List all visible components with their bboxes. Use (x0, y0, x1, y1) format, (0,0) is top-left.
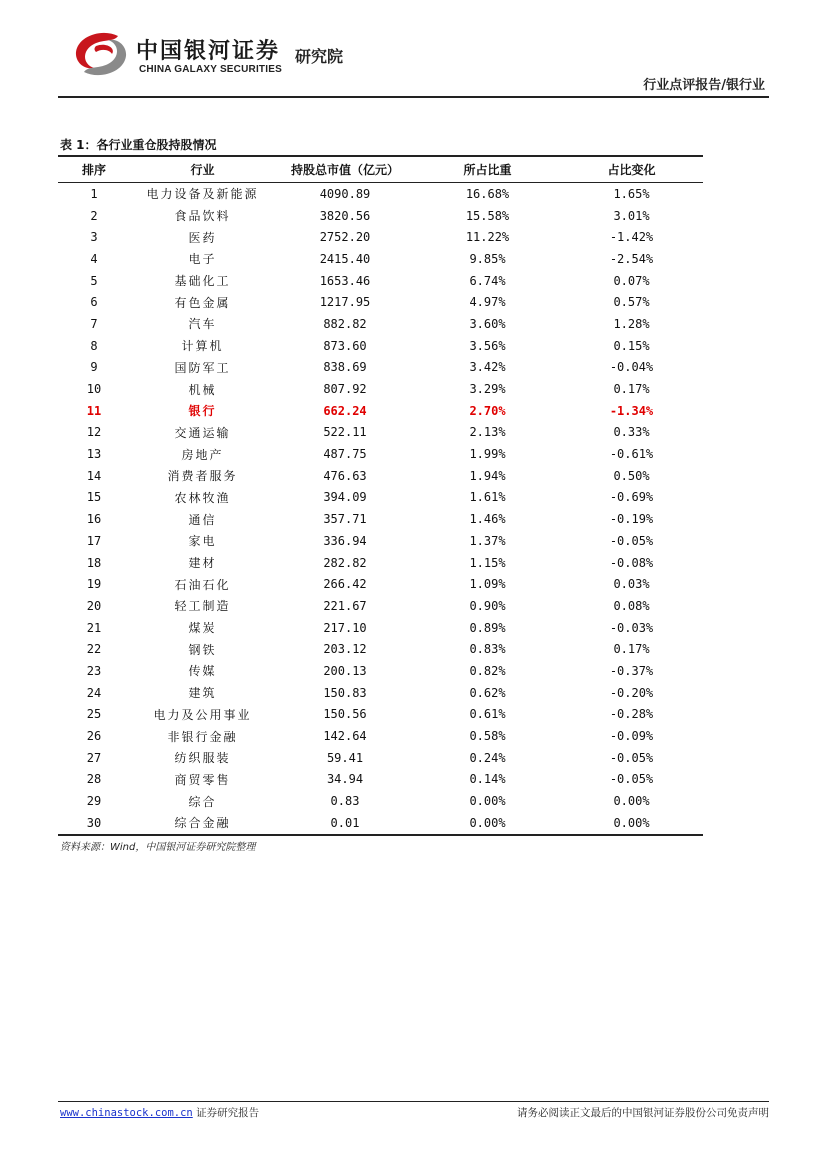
cell-share: 16.68% (465, 186, 510, 201)
footer-divider (58, 1101, 769, 1102)
cell-change: 3.01% (613, 208, 650, 223)
cell-industry: 计算机 (181, 339, 224, 354)
cell-rank: 16 (86, 512, 102, 527)
table-row (58, 487, 703, 509)
col-header-industry: 行业 (190, 163, 215, 177)
cell-share: 0.58% (469, 729, 506, 744)
table-row (58, 400, 703, 422)
cell-value: 282.82 (323, 555, 367, 570)
header-divider (58, 96, 769, 98)
cell-change: 0.07% (613, 273, 650, 288)
table-row (58, 660, 703, 682)
cell-value: 203.12 (323, 642, 367, 657)
table-body (58, 183, 703, 835)
cell-value: 522.11 (323, 425, 367, 440)
cell-value: 150.56 (323, 707, 367, 722)
cell-share: 6.74% (469, 273, 506, 288)
table-row (58, 530, 703, 552)
cell-share: 1.94% (469, 468, 506, 483)
cell-industry: 电力及公用事业 (153, 707, 252, 722)
cell-industry: 机械 (188, 382, 217, 397)
cell-value: 394.09 (323, 490, 367, 505)
cell-share: 4.97% (469, 295, 506, 310)
cell-share: 9.85% (469, 251, 506, 266)
cell-value: 873.60 (323, 338, 367, 353)
cell-rank: 7 (90, 316, 98, 331)
cell-rank: 23 (86, 663, 102, 678)
col-header-rank: 排序 (81, 163, 106, 177)
cell-industry: 建筑 (188, 686, 217, 701)
cell-value: 217.10 (323, 620, 367, 635)
cell-share: 3.29% (469, 382, 506, 397)
cell-value: 3820.56 (319, 208, 371, 223)
cell-value: 336.94 (323, 533, 367, 548)
cell-share: 0.00% (469, 815, 506, 830)
cell-change: -0.37% (609, 663, 654, 678)
table-row (58, 617, 703, 639)
cell-share: 0.61% (469, 707, 506, 722)
cell-share: 1.37% (469, 533, 506, 548)
cell-rank: 29 (86, 794, 102, 809)
cell-industry: 建材 (188, 556, 217, 571)
table-row (58, 270, 703, 292)
cell-change: -0.28% (609, 707, 654, 722)
cell-share: 3.60% (469, 316, 506, 331)
cell-industry: 家电 (188, 534, 217, 549)
cell-share: 3.56% (469, 338, 506, 353)
cell-change: -0.05% (609, 772, 654, 787)
cell-value: 2415.40 (319, 251, 371, 266)
cell-share: 1.15% (469, 555, 506, 570)
report-type: 行业点评报告/银行业 (643, 78, 765, 93)
table-row (58, 205, 703, 227)
table-row (58, 725, 703, 747)
col-header-change: 占比变化 (607, 163, 656, 177)
footer-left (60, 1105, 259, 1120)
cell-rank: 4 (90, 251, 98, 266)
cell-share: 1.46% (469, 512, 506, 527)
cell-value: 1217.95 (319, 295, 371, 310)
cell-change: -0.08% (609, 555, 654, 570)
cell-value: 357.71 (323, 512, 367, 527)
cell-value: 200.13 (323, 663, 367, 678)
table-title: 表 1：各行业重仓股持股情况 (60, 138, 217, 152)
table-row (58, 573, 703, 595)
cell-industry: 银行 (188, 404, 217, 419)
cell-industry: 电力设备及新能源 (146, 187, 259, 202)
institute-label: 研究院 (295, 47, 344, 66)
cell-change: 0.00% (613, 815, 650, 830)
cell-industry: 钢铁 (188, 642, 217, 657)
cell-value: 266.42 (323, 577, 367, 592)
cell-change: 0.03% (613, 577, 650, 592)
table-row (58, 183, 703, 205)
table-header-row (58, 156, 703, 183)
cell-change: 1.28% (613, 316, 650, 331)
cell-rank: 30 (86, 815, 102, 830)
cell-industry: 商贸零售 (174, 772, 231, 787)
cell-rank: 17 (86, 533, 102, 548)
table-row (58, 226, 703, 248)
cell-change: 0.08% (613, 598, 650, 613)
cell-industry: 食品饮料 (174, 209, 231, 224)
table-row (58, 595, 703, 617)
cell-industry: 轻工制造 (174, 599, 231, 614)
cell-rank: 1 (90, 186, 98, 201)
cell-change: 1.65% (613, 186, 650, 201)
cell-share: 0.89% (469, 620, 506, 635)
table-row (58, 335, 703, 357)
cell-rank: 15 (86, 490, 102, 505)
cell-change: 0.00% (613, 794, 650, 809)
cell-rank: 27 (86, 750, 102, 765)
cell-change: 0.17% (613, 642, 650, 657)
cell-change: -0.20% (609, 685, 654, 700)
cell-industry: 消费者服务 (167, 469, 238, 484)
table-row (58, 313, 703, 335)
cell-industry: 交通运输 (174, 425, 231, 440)
table-row (58, 638, 703, 660)
cell-share: 0.14% (469, 772, 506, 787)
cell-share: 0.82% (469, 663, 506, 678)
cell-industry: 农林牧渔 (174, 490, 231, 505)
cell-change: 0.15% (613, 338, 650, 353)
cell-rank: 26 (86, 729, 102, 744)
cell-change: -1.34% (609, 403, 654, 418)
table-row (58, 508, 703, 530)
cell-change: 0.57% (613, 295, 650, 310)
cell-change: -0.05% (609, 533, 654, 548)
cell-industry: 综合金融 (174, 816, 231, 831)
cell-rank: 22 (86, 642, 102, 657)
cell-share: 11.22% (465, 230, 510, 245)
cell-rank: 19 (86, 577, 102, 592)
cell-change: -0.19% (609, 512, 654, 527)
cell-rank: 10 (86, 382, 102, 397)
brand-name-en: CHINA GALAXY SECURITIES (139, 64, 282, 75)
cell-rank: 9 (90, 360, 98, 375)
cell-industry: 基础化工 (174, 274, 231, 289)
cell-rank: 24 (86, 685, 102, 700)
cell-rank: 20 (86, 598, 102, 613)
cell-share: 0.00% (469, 794, 506, 809)
table-row (58, 769, 703, 791)
cell-change: -0.04% (609, 360, 654, 375)
cell-share: 0.24% (469, 750, 506, 765)
cell-value: 0.83 (330, 794, 360, 809)
cell-value: 882.82 (323, 316, 367, 331)
cell-value: 838.69 (323, 360, 367, 375)
cell-value: 221.67 (323, 598, 367, 613)
cell-change: -1.42% (609, 230, 654, 245)
cell-industry: 石油石化 (174, 577, 231, 592)
cell-share: 2.70% (469, 403, 506, 418)
cell-rank: 13 (86, 447, 102, 462)
cell-value: 807.92 (323, 382, 367, 397)
cell-rank: 21 (86, 620, 102, 635)
cell-share: 1.99% (469, 447, 506, 462)
cell-share: 15.58% (465, 208, 510, 223)
table-row (58, 465, 703, 487)
cell-share: 0.90% (469, 598, 506, 613)
col-header-share: 所占比重 (463, 163, 512, 177)
brand-name-cn: 中国银河证券 (136, 39, 281, 64)
table-row (58, 812, 703, 835)
cell-share: 3.42% (469, 360, 506, 375)
source-note: 资料来源：Wind，中国银河证券研究院整理 (60, 842, 256, 853)
cell-rank: 2 (90, 208, 98, 223)
cell-rank: 5 (90, 273, 98, 288)
disclaimer-note: 请务必阅读正文最后的中国银河证券股份公司免责声明 (517, 1107, 769, 1119)
cell-industry: 通信 (188, 512, 217, 527)
cell-change: -0.61% (609, 447, 654, 462)
table-row (58, 552, 703, 574)
table-row (58, 422, 703, 444)
table-row (58, 682, 703, 704)
cell-rank: 25 (86, 707, 102, 722)
table-row (58, 248, 703, 270)
footer-report-label: 证券研究报告 (192, 1107, 260, 1119)
cell-value: 1653.46 (319, 273, 371, 288)
cell-change: -0.05% (609, 750, 654, 765)
cell-industry: 纺织服装 (174, 751, 231, 766)
cell-value: 4090.89 (319, 186, 371, 201)
table-row (58, 378, 703, 400)
cell-value: 0.01 (330, 815, 360, 830)
website-link[interactable]: www.chinastock.com.cn (60, 1107, 193, 1119)
cell-value: 150.83 (323, 685, 367, 700)
cell-industry: 国防军工 (174, 360, 231, 375)
cell-rank: 6 (90, 295, 98, 310)
cell-industry: 电子 (188, 252, 217, 267)
cell-value: 59.41 (326, 750, 364, 765)
col-header-value: 持股总市值（亿元） (290, 163, 399, 177)
cell-rank: 3 (90, 230, 98, 245)
cell-industry: 非银行金融 (167, 729, 238, 744)
cell-share: 0.83% (469, 642, 506, 657)
cell-change: -0.03% (609, 620, 654, 635)
cell-change: 0.33% (613, 425, 650, 440)
cell-rank: 11 (86, 403, 102, 418)
cell-value: 2752.20 (319, 230, 371, 245)
cell-change: -0.09% (609, 729, 654, 744)
cell-change: -2.54% (609, 251, 654, 266)
table-row (58, 357, 703, 379)
table-row (58, 291, 703, 313)
cell-value: 487.75 (323, 447, 367, 462)
cell-rank: 8 (90, 338, 98, 353)
cell-industry: 综合 (188, 794, 217, 809)
holdings-table (58, 155, 703, 836)
cell-rank: 14 (86, 468, 102, 483)
table-row (58, 790, 703, 812)
cell-value: 34.94 (326, 772, 364, 787)
table-row (58, 443, 703, 465)
cell-share: 2.13% (469, 425, 506, 440)
cell-industry: 煤炭 (188, 621, 217, 636)
cell-industry: 有色金属 (174, 295, 231, 310)
cell-industry: 医药 (188, 230, 217, 245)
cell-value: 142.64 (323, 729, 367, 744)
cell-share: 1.61% (469, 490, 506, 505)
cell-rank: 12 (86, 425, 102, 440)
table-row (58, 704, 703, 726)
table-row (58, 747, 703, 769)
cell-share: 0.62% (469, 685, 506, 700)
cell-industry: 汽车 (188, 317, 217, 332)
cell-rank: 18 (86, 555, 102, 570)
cell-industry: 房地产 (181, 447, 224, 462)
cell-industry: 传媒 (188, 664, 217, 679)
cell-rank: 28 (86, 772, 102, 787)
cell-change: 0.50% (613, 468, 650, 483)
cell-value: 476.63 (323, 468, 367, 483)
cell-change: -0.69% (609, 490, 654, 505)
galaxy-logo-icon (72, 30, 130, 78)
cell-share: 1.09% (469, 577, 506, 592)
cell-value: 662.24 (323, 403, 367, 418)
cell-change: 0.17% (613, 382, 650, 397)
